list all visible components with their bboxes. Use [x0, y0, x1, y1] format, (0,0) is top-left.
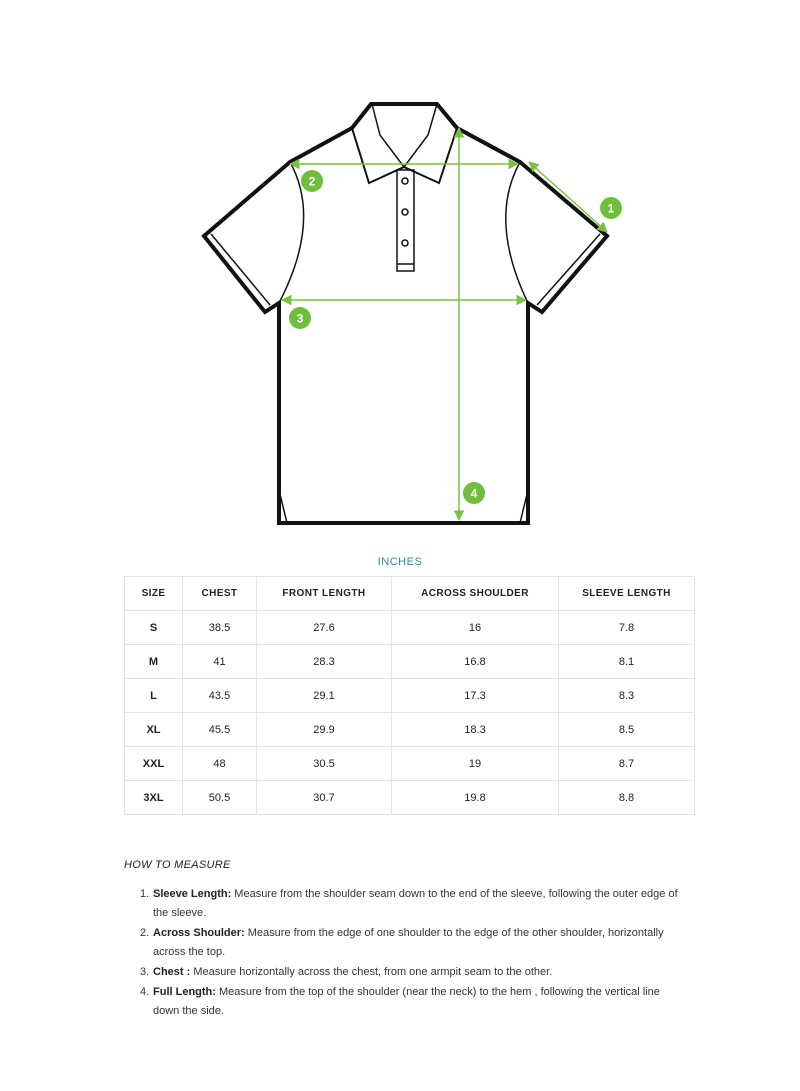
size-chart-table	[124, 576, 695, 815]
table-row	[125, 781, 695, 815]
step-number: 1.	[140, 888, 150, 900]
chest-cell: 48	[183, 747, 257, 781]
list-item	[140, 924, 683, 962]
svg-text:3: 3	[296, 311, 304, 326]
placket	[397, 170, 414, 271]
step-number: 4.	[140, 986, 150, 998]
across-shoulder-cell: 17.3	[392, 679, 559, 713]
svg-text:2: 2	[308, 174, 316, 189]
sleeve-length-cell: 8.1	[559, 645, 695, 679]
across-shoulder-cell: 19.8	[392, 781, 559, 815]
armhole-seam-right	[506, 162, 528, 303]
size-cell: M	[125, 645, 183, 679]
table-row	[125, 645, 695, 679]
step-term: Across Shoulder	[153, 927, 242, 939]
marker-badge	[600, 197, 622, 219]
front-length-cell: 29.9	[257, 713, 392, 747]
chest-cell: 41	[183, 645, 257, 679]
chest-cell: 45.5	[183, 713, 257, 747]
shirt-diagram	[0, 0, 800, 545]
size-cell: 3XL	[125, 781, 183, 815]
step-separator: :	[227, 888, 232, 900]
front-length-cell: 30.5	[257, 747, 392, 781]
marker-badge	[463, 482, 485, 504]
svg-text:1: 1	[607, 201, 615, 216]
front-length-cell: 28.3	[257, 645, 392, 679]
marker-badge	[301, 170, 323, 192]
size-cell: S	[125, 611, 183, 645]
across-shoulder-cell: 16.8	[392, 645, 559, 679]
header-sleeve-length: SLEEVE LENGTH	[559, 577, 695, 611]
header-front-length: FRONT LENGTH	[257, 577, 392, 611]
sleeve-length-cell: 8.7	[559, 747, 695, 781]
size-cell: L	[125, 679, 183, 713]
size-cell: XXL	[125, 747, 183, 781]
step-term: Full Length	[153, 986, 213, 998]
list-item	[140, 963, 683, 982]
front-length-cell: 27.6	[257, 611, 392, 645]
button	[402, 178, 408, 184]
header-chest: CHEST	[183, 577, 257, 611]
how-to-measure-heading: HOW TO MEASURE	[124, 859, 231, 871]
table-row	[125, 679, 695, 713]
marker-badge	[289, 307, 311, 329]
collar	[352, 104, 457, 183]
step-number: 3.	[140, 966, 150, 978]
svg-text:4: 4	[470, 486, 478, 501]
list-item	[140, 983, 683, 1021]
table-row	[125, 713, 695, 747]
sleeve-length-cell: 8.5	[559, 713, 695, 747]
front-length-cell: 30.7	[257, 781, 392, 815]
header-across-shoulder: ACROSS SHOULDER	[392, 577, 559, 611]
button	[402, 240, 408, 246]
across-shoulder-cell: 18.3	[392, 713, 559, 747]
table-row	[125, 747, 695, 781]
across-shoulder-cell: 16	[392, 611, 559, 645]
measurement-steps	[140, 885, 683, 1022]
header-size: SIZE	[125, 577, 183, 611]
list-item	[140, 885, 683, 923]
step-separator: :	[212, 986, 216, 998]
front-length-cell: 29.1	[257, 679, 392, 713]
step-term: Sleeve Length	[153, 888, 228, 900]
sleeve-length-line	[529, 162, 607, 232]
step-separator: :	[183, 966, 191, 978]
sleeve-length-cell: 8.8	[559, 781, 695, 815]
across-shoulder-cell: 19	[392, 747, 559, 781]
step-separator: :	[241, 927, 245, 939]
step-term: Chest	[153, 966, 184, 978]
table-header-row	[125, 577, 695, 611]
sleeve-length-cell: 8.3	[559, 679, 695, 713]
chest-cell: 50.5	[183, 781, 257, 815]
step-number: 2.	[140, 927, 150, 939]
size-cell: XL	[125, 713, 183, 747]
button	[402, 209, 408, 215]
chest-cell: 38.5	[183, 611, 257, 645]
units-label: INCHES	[377, 556, 423, 568]
chest-cell: 43.5	[183, 679, 257, 713]
step-text: Measure from the top of the shoulder (near the neck) to the hem , following the vertical line down the side.	[153, 986, 660, 1017]
sleeve-length-cell: 7.8	[559, 611, 695, 645]
step-text: Measure horizontally across the chest, from one armpit seam to the other.	[190, 966, 553, 978]
step-text: Measure from the shoulder seam down to the end of the sleeve, following the outer edge of the sleeve.	[153, 888, 678, 919]
table-row	[125, 611, 695, 645]
armhole-seam-left	[279, 162, 304, 303]
step-text: Measure from the edge of one shoulder to the edge of the other shoulder, horizontally across the top.	[153, 927, 664, 958]
